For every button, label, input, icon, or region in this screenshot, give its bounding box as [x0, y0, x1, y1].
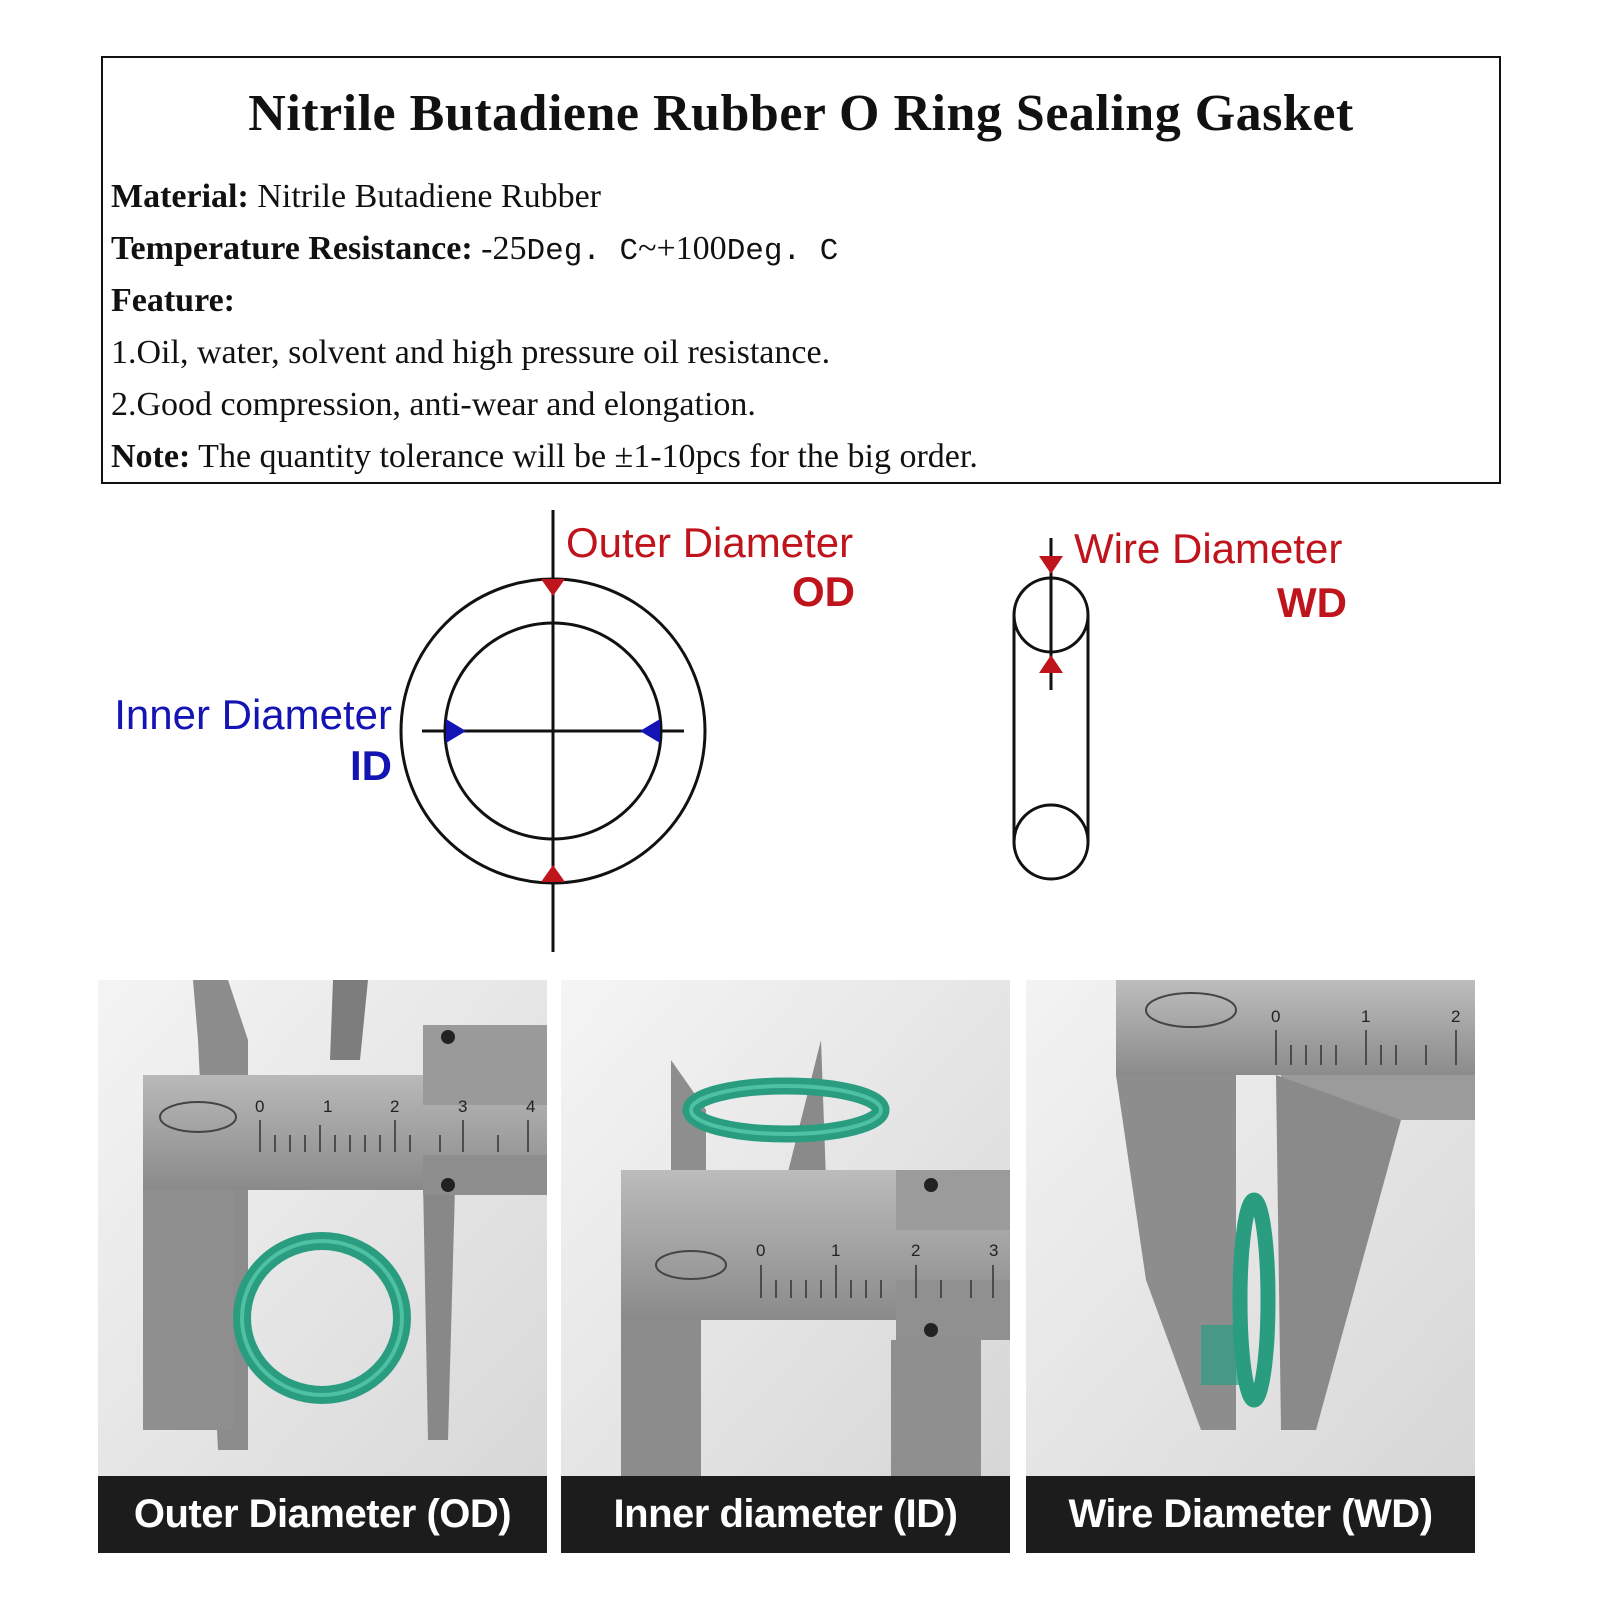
photo-inner-diameter — [561, 980, 1010, 1553]
scale-3: 3 — [458, 1097, 468, 1116]
note-line — [111, 438, 978, 476]
spec-box — [101, 56, 1501, 484]
temperature-line — [111, 230, 838, 269]
photo-outer-diameter — [98, 980, 547, 1553]
temperature-min: -25 — [472, 230, 527, 267]
caliper-od-photo-icon — [98, 980, 547, 1476]
scale-1: 1 — [323, 1097, 333, 1116]
id-arrow-right-icon — [640, 719, 660, 743]
wd-arrow-bottom-icon — [1039, 655, 1063, 673]
temperature-label: Temperature Resistance: — [111, 230, 473, 267]
id-arrow-left-icon — [446, 719, 466, 743]
id-abbr: ID — [350, 742, 392, 789]
od-label: Outer Diameter — [566, 519, 854, 566]
scale-3: 3 — [989, 1241, 999, 1260]
scale-2: 2 — [911, 1241, 921, 1260]
temperature-unit-min: Deg. C — [526, 234, 639, 269]
caption-wire-diameter: Wire Diameter (WD) — [1026, 1476, 1475, 1553]
feature-label: Feature: — [111, 282, 235, 319]
caption-outer-diameter: Outer Diameter (OD) — [98, 1476, 547, 1553]
id-label: Inner Diameter — [114, 691, 392, 738]
wd-arrow-top-icon — [1039, 556, 1063, 574]
feature-item-2: 2.Good compression, anti-wear and elongation. — [111, 386, 756, 423]
note-value: The quantity tolerance will be ±1-10pcs for the big order. — [190, 438, 978, 475]
scale-1: 1 — [831, 1241, 841, 1260]
scale-2: 2 — [390, 1097, 400, 1116]
wire-section-view — [1014, 538, 1088, 879]
scale-0: 0 — [255, 1097, 265, 1116]
scale-0: 0 — [756, 1241, 766, 1260]
od-abbr: OD — [792, 568, 855, 615]
spec-title: Nitrile Butadiene Rubber O Ring Sealing Gasket — [248, 85, 1354, 142]
dimension-diagram — [0, 490, 1600, 960]
feature-label-line — [111, 282, 235, 320]
wd-label: Wire Diameter — [1074, 525, 1343, 572]
feature-item-1: 1.Oil, water, solvent and high pressure oil resistance. — [111, 334, 831, 371]
photo-wire-diameter — [1026, 980, 1475, 1553]
temperature-unit-max: Deg. C — [726, 234, 839, 269]
wire-bottom-circle — [1014, 805, 1088, 879]
caption-inner-diameter: Inner diameter (ID) — [561, 1476, 1010, 1553]
material-value: Nitrile Butadiene Rubber — [248, 178, 601, 215]
scale-2: 2 — [1451, 1007, 1461, 1026]
material-label: Material: — [111, 178, 249, 215]
caliper-wd-photo-icon — [1026, 980, 1475, 1476]
caliper-id-photo-icon — [561, 980, 1010, 1476]
note-label: Note: — [111, 438, 191, 475]
scale-1: 1 — [1361, 1007, 1371, 1026]
wd-abbr: WD — [1277, 579, 1347, 626]
material-line — [111, 178, 601, 216]
od-arrow-bottom-icon — [541, 865, 565, 882]
temperature-separator: ~+100 — [638, 230, 727, 267]
scale-4: 4 — [526, 1097, 536, 1116]
scale-0: 0 — [1271, 1007, 1281, 1026]
od-arrow-top-icon — [541, 579, 565, 596]
